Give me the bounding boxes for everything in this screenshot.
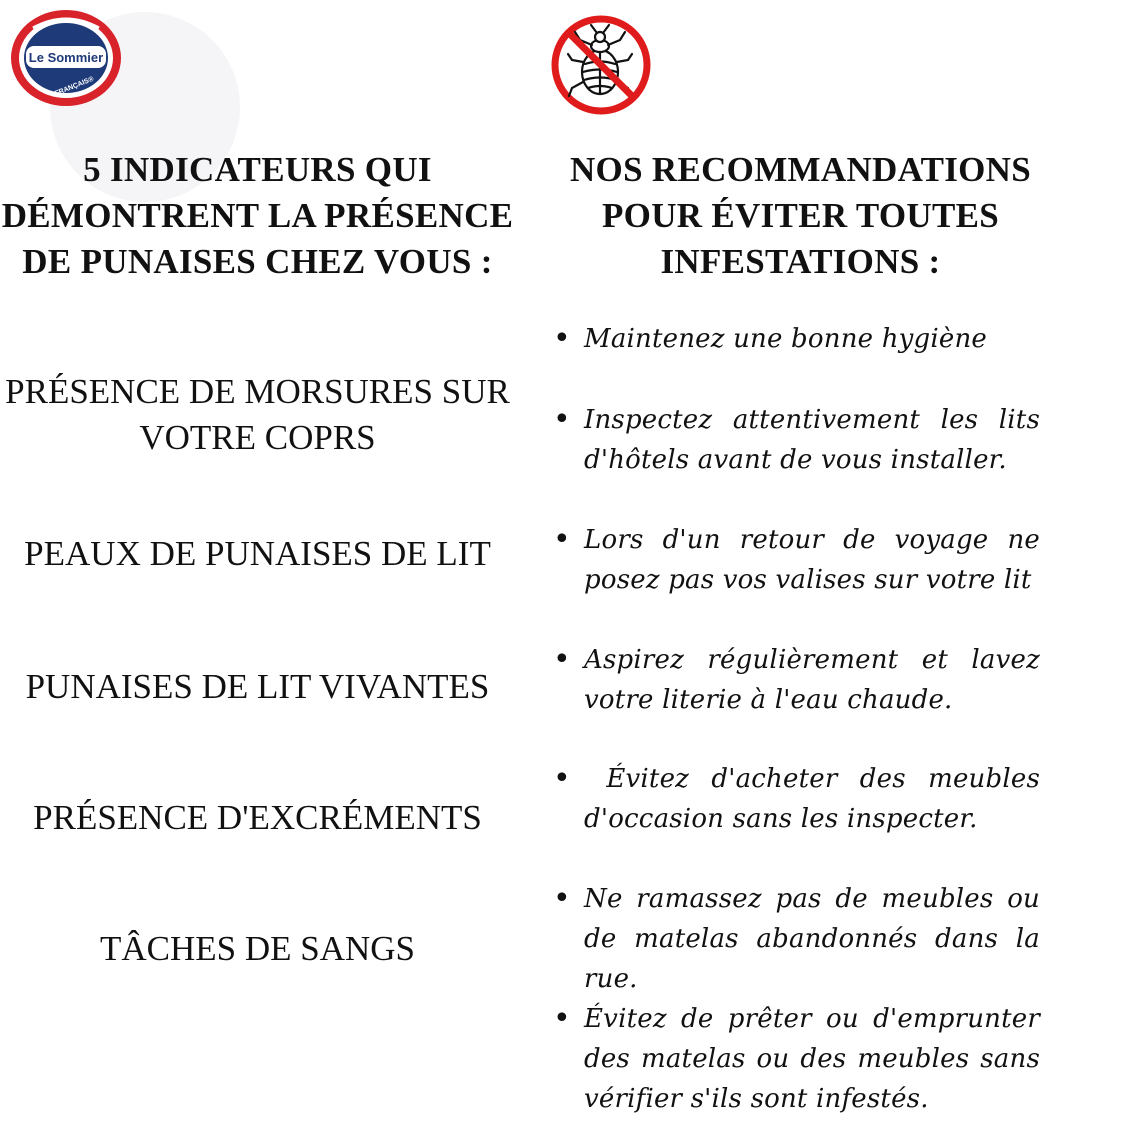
bullet: •	[553, 881, 571, 916]
heading-line: INFESTATIONS :	[660, 242, 941, 281]
indicator-excrement	[0, 795, 515, 841]
indicator-blood-stains	[0, 926, 515, 972]
indicator-live-bugs	[0, 664, 515, 710]
heading-line: DE PUNAISES CHEZ VOUS :	[22, 242, 493, 281]
recommendation-text: Lors d'un retour de voyage ne posez pas vos valises sur votre lit	[584, 525, 1040, 595]
indicator-line: PUNAISES DE LIT VIVANTES	[25, 667, 490, 706]
indicator-line: PRÉSENCE DE MORSURES SUR	[5, 372, 510, 411]
logo-text: Le Sommier	[28, 50, 104, 65]
indicator-line: VOTRE COPRS	[139, 418, 376, 457]
bullet: •	[553, 402, 571, 437]
no-bedbug-icon	[548, 12, 654, 118]
recommendation-text: Maintenez une bonne hygiène	[584, 324, 988, 354]
heading-line: DÉMONTRENT LA PRÉSENCE	[1, 196, 514, 235]
recommendation-text: Inspectez attentivement les lits d'hôtels avant de vous installer.	[584, 405, 1040, 475]
recommendation-text: Ne ramassez pas de meubles ou de matelas abandonnés dans la rue.	[584, 884, 1040, 994]
recommendation-text: Évitez d'acheter des meubles d'occasion sans les inspecter.	[584, 764, 1049, 834]
le-sommier-logo	[9, 8, 123, 108]
recommendation-text: Évitez de prêter ou d'emprunter des matelas ou des meubles sans vérifier s'ils sont infestés.	[584, 1004, 1040, 1114]
heading-line: POUR ÉVITER TOUTES	[602, 196, 999, 235]
bullet: •	[553, 642, 571, 677]
indicator-skins	[0, 531, 515, 577]
indicator-bites	[0, 369, 515, 461]
bullet: •	[553, 522, 571, 557]
recommendation-text: Aspirez régulièrement et lavez votre literie à l'eau chaude.	[584, 645, 1040, 715]
indicator-line: TÂCHES DE SANGS	[99, 929, 416, 968]
recommendations-heading	[548, 147, 1053, 285]
logo-subtext: FRANÇAIS®	[53, 75, 95, 98]
indicator-line: PRÉSENCE D'EXCRÉMENTS	[33, 798, 482, 837]
heading-line: NOS RECOMMANDATIONS	[569, 150, 1032, 189]
bullet: •	[553, 761, 571, 796]
indicator-line: PEAUX DE PUNAISES DE LIT	[24, 534, 491, 573]
bullet: •	[553, 321, 571, 356]
indicators-heading	[0, 147, 515, 285]
heading-line: 5 INDICATEURS QUI	[83, 150, 432, 189]
bullet: •	[553, 1001, 571, 1036]
